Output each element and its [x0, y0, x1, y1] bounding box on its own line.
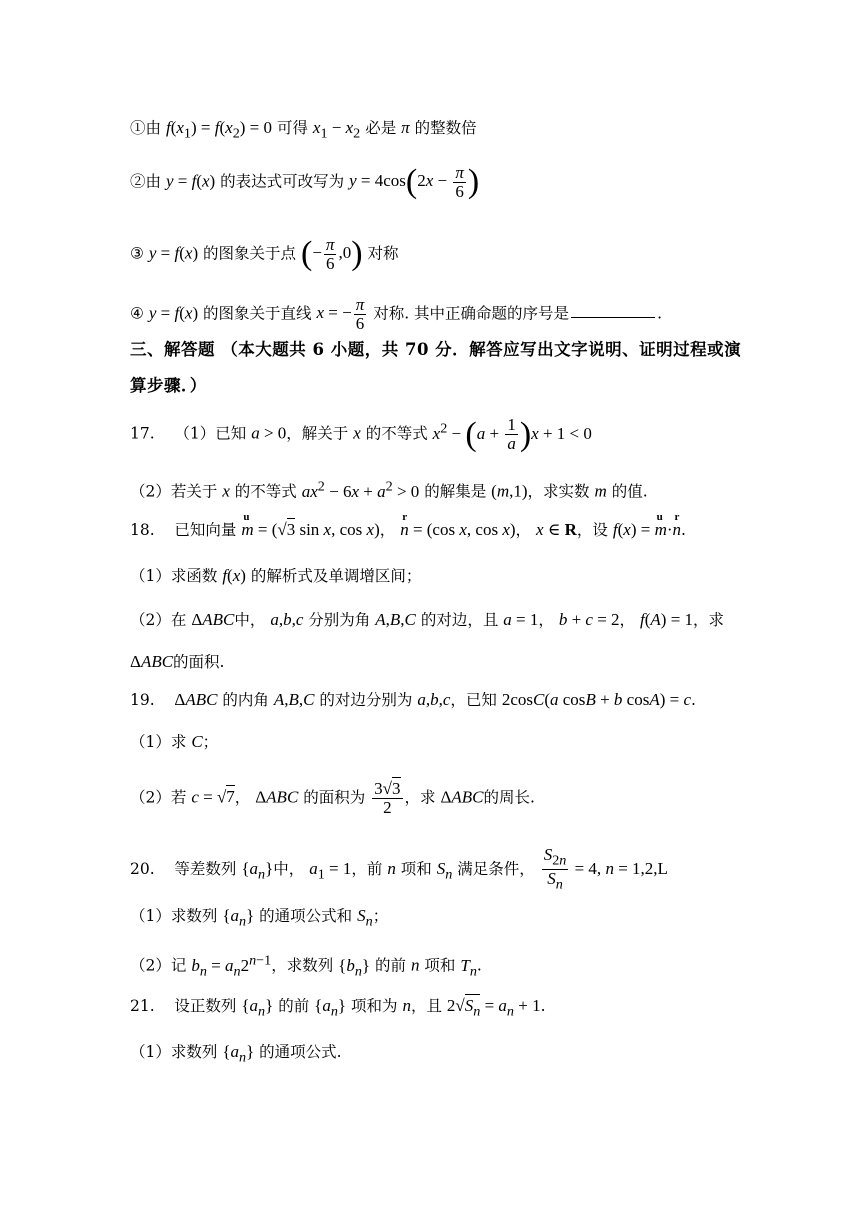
question-21-part-1: （1）求数列 $\{a_n\}$ 的通项公式. [130, 1042, 342, 1066]
math-expr: a,b,c [270, 610, 304, 629]
question-19-part-2: （2）若 c = √7， ΔABC 的面积为 $\frac{3√3}{2}$ ，求 ΔABC的周长. [130, 779, 535, 817]
math-expr: x ∈ R [536, 520, 577, 539]
statement-3: ③ y = f(x) 的图象关于点 (− $\frac{\pi}{6}$ ,0) 对称 [130, 235, 399, 273]
statement-2: ②由 y = f(x) 的表达式可改写为 y = 4cos(2x − $\frac{\pi}{6}$ ) [130, 163, 480, 201]
math-expr: f(A) = 1 [640, 610, 694, 629]
math-expr: ΔABC [255, 787, 299, 807]
math-expr: $S_n$ [436, 858, 453, 883]
math-expr: (− $\frac{\pi}{6}$ ,0) [301, 235, 363, 273]
question-20-part-1: （1）求数列 $\{a_n\}$ 的通项公式和 $S_n$； [130, 906, 389, 930]
math-expr: C [191, 732, 203, 751]
math-expr: r n = (cos x, cos x) [400, 520, 515, 539]
math-expr: x [222, 481, 230, 501]
question-18-part-1: （1）求函数 f(x) 的解析式及单调增区间； [130, 566, 422, 585]
math-expr: $\{a_n\}$ [241, 858, 274, 883]
math-expr: m [594, 481, 607, 501]
math-expr: ΔABC [130, 652, 174, 671]
math-expr: n [410, 955, 420, 975]
math-expr: $S_n$ [357, 906, 373, 930]
math-expr: y = f(x) [148, 303, 199, 323]
math-expr: a > 0 [251, 423, 287, 443]
math-expr: ΔABC [174, 690, 218, 709]
math-expr: $\{a_n\}$ [222, 1042, 255, 1066]
math-expr: A,B,C [375, 610, 416, 629]
math-expr: $2√S_n = a_n + 1$ [446, 996, 541, 1020]
math-expr: x [353, 423, 361, 443]
math-expr: $x_1 - x_2$ [312, 118, 361, 142]
question-17-part-2: （2）若关于 x 的不等式 $ax^2 - 6x + a^2 > 0$ 的解集是 (m,1)，求实数 m 的值. [130, 478, 648, 501]
math-expr: y = f(x) [165, 171, 216, 191]
math-expr: $\{a_n\}$ [314, 996, 347, 1020]
math-expr: y = f(x) [148, 243, 199, 263]
math-expr: ΔABC [191, 610, 235, 629]
question-19-part-1: （1）求 C； [130, 732, 219, 751]
answer-blank[interactable] [571, 303, 655, 318]
math-expr: c = √7 [191, 787, 235, 807]
math-expr: π [401, 118, 410, 137]
math-expr: A,B,C [273, 690, 315, 709]
section-heading: 三、解答题 （本大题共 6 小题，共 70 分．解答应写出文字说明、证明过程或演算步骤．） [130, 340, 742, 395]
math-expr: u m = (√3 sin x, cos x) [241, 520, 379, 539]
math-expr: $ax^2 - 6x + a^2 > 0$ [301, 478, 420, 501]
math-expr: n [402, 996, 411, 1015]
question-20-part-2: （2）记 $b_n = a_n2^{n-1}$，求数列 $\{b_n\}$ 的前 n 项和 $T_n$. [130, 952, 482, 980]
math-expr: n [387, 858, 396, 878]
math-expr: $\{a_n\}$ [222, 906, 255, 930]
math-expr: ΔABC [440, 787, 484, 807]
question-20: 20. 等差数列 $\{a_n\}$中， $a_1 = 1$，前 n 项和 $S_n$ 满足条件， $\frac{S_{2n}}{S_n}$ = 4, n = 1,2,L [130, 845, 668, 893]
question-18-part-2: （2）在 ΔABC中， a,b,c 分别为角 A,B,C 的对边，且 a = 1， b + c = 2， f(A) = 1，求 [130, 610, 725, 629]
math-expr: b + c = 2 [558, 610, 620, 629]
question-19: 19. ΔABC 的内角 A,B,C 的对边分别为 a,b,c，已知 2cosC(a cosB + b cosA) = c. [130, 690, 696, 709]
math-expr: f(x) [222, 566, 246, 585]
math-expr: $f(x_1) = f(x_2) = 0$ [165, 118, 273, 142]
math-expr: $a_1 = 1$ [309, 858, 352, 883]
math-expr: (m,1) [491, 481, 528, 501]
question-21: 21. 设正数列 $\{a_n\}$ 的前 $\{a_n\}$ 项和为 n，且 $2√S_n = a_n + 1$. [130, 996, 546, 1020]
math-expr: y = 4cos(2x − $\frac{\pi}{6}$ ) [349, 163, 480, 201]
math-expr: x = − $\frac{\pi}{6}$ [316, 295, 365, 333]
math-expr: a,b,c [417, 690, 451, 709]
math-expr: $x^2 - (a$ + $\frac{1}{a}$ )x + 1 < 0 [432, 415, 592, 454]
math-expr: $\{b_n\}$ [338, 955, 371, 980]
statement-4: ④ y = f(x) 的图象关于直线 x = − $\frac{\pi}{6}$ 对称. 其中正确命题的序号是 . [130, 295, 662, 333]
math-expr: $T_n$ [460, 955, 477, 980]
question-18-part-2-cont: ΔABC的面积. [130, 652, 225, 671]
math-expr: $\frac{S_{2n}}{S_n}$ = 4, n = 1,2,L [543, 845, 668, 893]
question-18: 18. 已知向量 u m = (√3 sin x, cos x)， r n = (cos x, cos x)， x ∈ R，设 f(x) = u m·r n. [130, 518, 790, 542]
math-expr: 2cosC(a cosB + b cosA) = c [501, 690, 692, 709]
math-expr: $\{a_n\}$ [241, 996, 274, 1020]
math-expr: f(x) = u m·r n [613, 520, 681, 539]
statement-1: ①由 $f(x_1) = f(x_2) = 0$ 可得 $x_1 - x_2$ 必是 π 的整数倍 [130, 118, 477, 142]
math-expr: $b_n = a_n2^{n-1}$ [191, 952, 272, 980]
math-expr: $\frac{3√3}{2}$ [374, 779, 401, 817]
math-expr: a = 1 [503, 610, 539, 629]
question-17: 17. （1）已知 a > 0，解关于 x 的不等式 $x^2 - (a$ + $\frac{1}{a}$ )x + 1 < 0 [130, 415, 592, 454]
